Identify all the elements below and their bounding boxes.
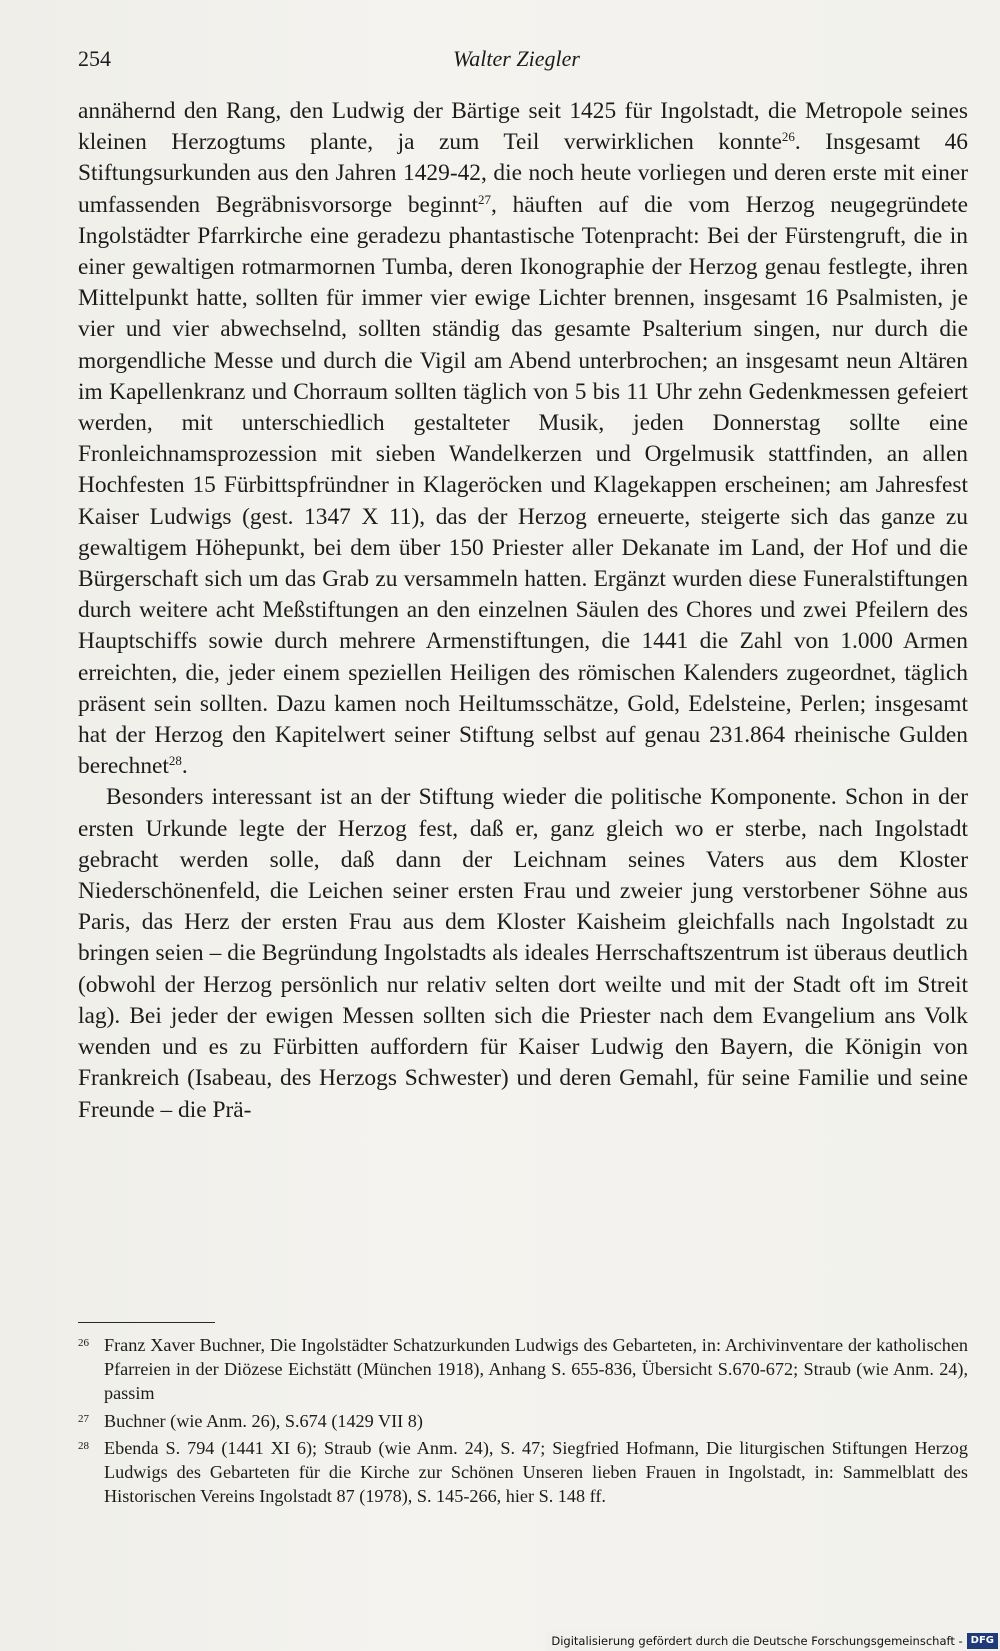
page-number: 254 [78,46,111,71]
footnote-number: 27 [78,1412,89,1425]
paragraph-1-text-c: , häuften auf die vom Herzog neugegründete Ingolstädter Pfarrkirche eine geradezu phantastische Totenpracht: Bei der Fürstengruft, die in einer gewaltigen rotmarmornen Tumba, deren Ikonographie der Herzog genau festlegte, ihren Mittelpunkt hatte, sollten für immer vier ewige Lichter brennen, insgesamt 16 Psalmisten, je vier und vier abwechselnd, sollten ständig das gesamte Psalterium singen, nur durch die morgendliche Messe und durch die Vigil am Abend unterbrochen; an insgesamt neun Altären im Kapellenkranz und Chorraum sollten täglich von 5 bis 11 Uhr zehn Gedenkmessen gefeiert werden, mit unterschiedlich gestalteter Musik, jeden Donnerstag sollte eine Fronleichnamsprozession mit sieben Wandelkerzen und Orgelmusik stattfinden, an allen Hochfesten 15 Fürbittspfründner in Klageröcken und Klagekappen erscheinen; am Jahresfest Kaiser Ludwigs (gest. 1347 X 11), das der Herzog erneuerte, steigerte sich das ganze zu gewaltigem Höhepunkt, bei dem über 150 Priester aller Dekanate im Land, der Hof und die Bürgerschaft sich um das Grab zu versammeln hatten. Ergänzt wurden diese Funeralstiftungen durch weitere acht Meßstiftungen an den einzelnen Säulen des Chores und zwei Pfeilern des Hauptschiffs sowie durch mehrere Armenstiftungen, die 1441 die Zahl von 1.000 Armen erreichten, die, jeder einem speziellen Heiligen des römischen Kalenders zugeordnet, täglich präsent sein sollten. Dazu kamen noch Heiltumsschätze, Gold, Edelsteine, Perlen; insgesamt hat der Herzog den Kapitelwert seiner Stiftung selbst auf genau 231.864 rheinische Gulden berechnet [78,191,968,780]
footnote-divider [78,1322,215,1323]
footnote-ref-27: 27 [478,191,492,207]
footnote-number: 26 [78,1337,89,1349]
footnote-ref-28: 28 [168,753,182,769]
dfg-logo: DFG [967,1633,998,1649]
footnotes [78,1333,968,1511]
footnote-text: Ebenda S. 794 (1441 XI 6); Straub (wie Anm. 24), S. 47; Siegfried Hofmann, Die liturgischen Stiftungen Herzog Ludwigs des Gebarteten für die Kirche zur Schönen Unseren lieben Frauen in Ingolstadt, in: Sammelblatt des Historischen Vereins Ingolstadt 87 (1978), S. 145-266, hier S. 148 ff. [104,1437,968,1507]
page-header [78,46,968,78]
paragraph-1-text-a: annähernd den Rang, den Ludwig der Bärtige seit 1425 für Ingolstadt, die Metropole seines kleinen Herzogtums plante, ja zum Teil verwirklichen konnte [78,98,968,156]
paragraph-2: Besonders interessant ist an der Stiftung wieder die politische Komponente. Schon in der ersten Urkunde legte der Herzog fest, daß er, ganz gleich wo er sterbe, nach Ingolstadt gebracht werden solle, daß dann der Leichnam seines Vaters aus dem Kloster Niederschönenfeld, die Leichen seiner ersten Frau und zweier jung verstorbener Söhne aus Paris, das Herz der ersten Frau aus dem Kloster Kaisheim gleichfalls nach Ingolstadt zu bringen seien – die Begründung Ingolstadts als ideales Herrschaftszentrum ist überaus deutlich (obwohl der Herzog persönlich nur relativ selten dort weilte und mit der Stadt oft im Streit lag). Bei jeder der ewigen Messen sollten sich die Priester nach dem Evangelium ans Volk wenden und es zu Fürbitten auffordern für Kaiser Ludwig den Bayern, die Königin von Frankreich (Isabeau, des Herzogs Schwester) und deren Gemahl, für seine Familie und seine Freunde – die Prä- [78,784,968,1123]
footnote-number: 28 [78,1439,89,1452]
footnote-text: Franz Xaver Buchner, Die Ingolstädter Schatzurkunden Ludwigs des Gebarteten, in: Archivinventare der katholischen Pfarreien in der Diözese Eichstätt (München 1918), Anhang S. 655-836, Übersicht S.670-672; Straub (wie Anm. 24), passim [104,1335,968,1404]
footnote-28 [78,1436,968,1509]
paragraph-1-text-b: . Insgesamt 46 Stiftungsurkunden aus den Jahren 1429-42, die noch heute vorliegen und deren erste mit einer umfassenden Begräbnisvorsorge beginnt [78,129,968,218]
paragraph-1-text-d: . [181,753,188,780]
main-text [78,96,968,1126]
footnote-26 [78,1333,968,1406]
digitization-footer [545,1631,1000,1651]
footnote-27 [78,1409,968,1433]
funding-notice: Digitalisierung gefördert durch die Deutsche Forschungsgemeinschaft - [551,1634,963,1648]
paragraph-1 [78,96,968,782]
running-head-author: Walter Ziegler [453,46,580,71]
footnote-ref-26: 26 [781,129,795,145]
footnote-text: Buchner (wie Anm. 26), S.674 (1429 VII 8) [104,1410,423,1431]
